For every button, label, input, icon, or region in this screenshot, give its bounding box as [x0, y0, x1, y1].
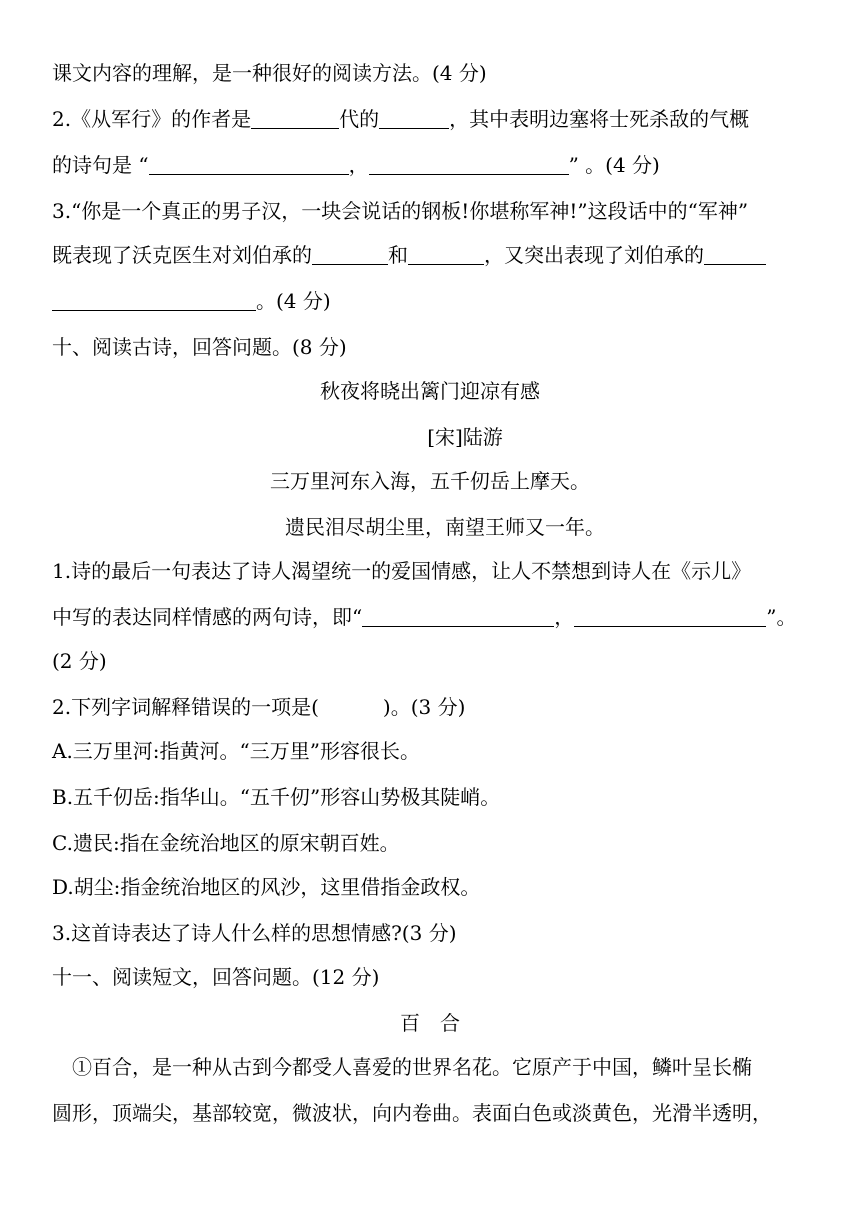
section-10-heading [52, 332, 347, 362]
text: 1.诗的最后一句表达了诗人渴望统一的爱国情感，让人不禁想到诗人在《示儿》 [52, 559, 752, 583]
answer-blank[interactable] [369, 154, 569, 175]
question-3-line-3 [52, 286, 331, 316]
text: 代的 [339, 107, 380, 131]
answer-blank[interactable] [408, 244, 484, 265]
text: 十一、阅读短文，回答问题。(12 分) [52, 965, 380, 989]
text: (2 分) [52, 649, 107, 673]
text: ， [554, 605, 575, 629]
text: 秋夜将晓出篱门迎凉有感 [320, 379, 540, 403]
text: 遗民泪尽胡尘里，南望王师又一年。 [285, 515, 605, 539]
text: 的诗句是 “ [52, 153, 149, 177]
essay-paragraph-1-line-2 [52, 1098, 772, 1128]
option-d [52, 872, 480, 902]
text: 。(4 分) [256, 289, 331, 313]
text: ， [348, 153, 369, 177]
text: C.遗民:指在金统治地区的原宋朝百姓。 [52, 831, 400, 855]
question-3-line-1 [52, 196, 748, 226]
text: ，又突出表现了刘伯承的 [484, 243, 704, 267]
text: ”。 [766, 605, 797, 629]
answer-blank[interactable] [52, 290, 256, 311]
text: 2.下列字词解释错误的一项是( [52, 695, 319, 719]
text: ” 。(4 分) [568, 153, 660, 177]
poem-line-2 [0, 512, 860, 542]
question-3-line-2 [52, 240, 766, 270]
text: 中写的表达同样情感的两句诗，即“ [52, 605, 363, 629]
text: 和 [388, 243, 408, 267]
text: 十、阅读古诗，回答问题。(8 分) [52, 335, 347, 359]
answer-blank[interactable] [312, 244, 388, 265]
poem-question-1-line-2 [52, 602, 796, 632]
poem-author [0, 422, 860, 452]
answer-blank[interactable] [362, 606, 554, 627]
option-c [52, 828, 400, 858]
text: 3.这首诗表达了诗人什么样的思想情感?(3 分) [52, 921, 457, 945]
poem-question-1-line-1 [52, 556, 751, 586]
question-2-line-2 [52, 150, 660, 180]
text: [宋]陆游 [427, 425, 503, 449]
answer-blank[interactable] [379, 108, 449, 129]
text: 课文内容的理解，是一种很好的阅读方法。(4 分) [52, 61, 487, 85]
text: ①百合，是一种从古到今都受人喜爱的世界名花。它原产于中国，鳞叶呈长椭 [72, 1055, 752, 1079]
text: D.胡尘:指金统治地区的风沙，这里借指金政权。 [52, 875, 481, 899]
text: B.五千仞岳:指华山。“五千仞”形容山势极其陡峭。 [52, 785, 501, 809]
text: 三万里河东入海，五千仞岳上摩天。 [270, 469, 590, 493]
text: 既表现了沃克医生对刘伯承的 [52, 243, 312, 267]
option-b [52, 782, 500, 812]
text: )。(3 分) [382, 695, 466, 719]
option-a [52, 736, 420, 766]
question-2-line-1 [52, 104, 749, 134]
essay-paragraph-1-line-1 [72, 1052, 752, 1082]
text: 百 合 [400, 1011, 460, 1035]
text-line [52, 58, 487, 88]
essay-title [0, 1008, 860, 1038]
poem-question-3 [52, 918, 457, 948]
section-11-heading [52, 962, 379, 992]
poem-title [0, 376, 860, 406]
answer-blank[interactable] [149, 154, 349, 175]
text: 2.《从军行》的作者是 [52, 107, 252, 131]
answer-blank[interactable] [574, 606, 766, 627]
poem-line-1 [0, 466, 860, 496]
poem-question-2 [52, 692, 465, 722]
text: ，其中表明边塞将士死杀敌的气概 [449, 107, 750, 131]
poem-question-1-line-3 [52, 646, 107, 676]
text: 3.“你是一个真正的男子汉，一块会说话的钢板!你堪称军神!”这段话中的“军神” [52, 199, 749, 223]
answer-blank[interactable] [704, 244, 766, 265]
text: 圆形，顶端尖，基部较宽，微波状，向内卷曲。表面白色或淡黄色，光滑半透明， [52, 1101, 772, 1125]
answer-blank[interactable] [251, 108, 339, 129]
text: A.三万里河:指黄河。“三万里”形容很长。 [52, 739, 420, 763]
